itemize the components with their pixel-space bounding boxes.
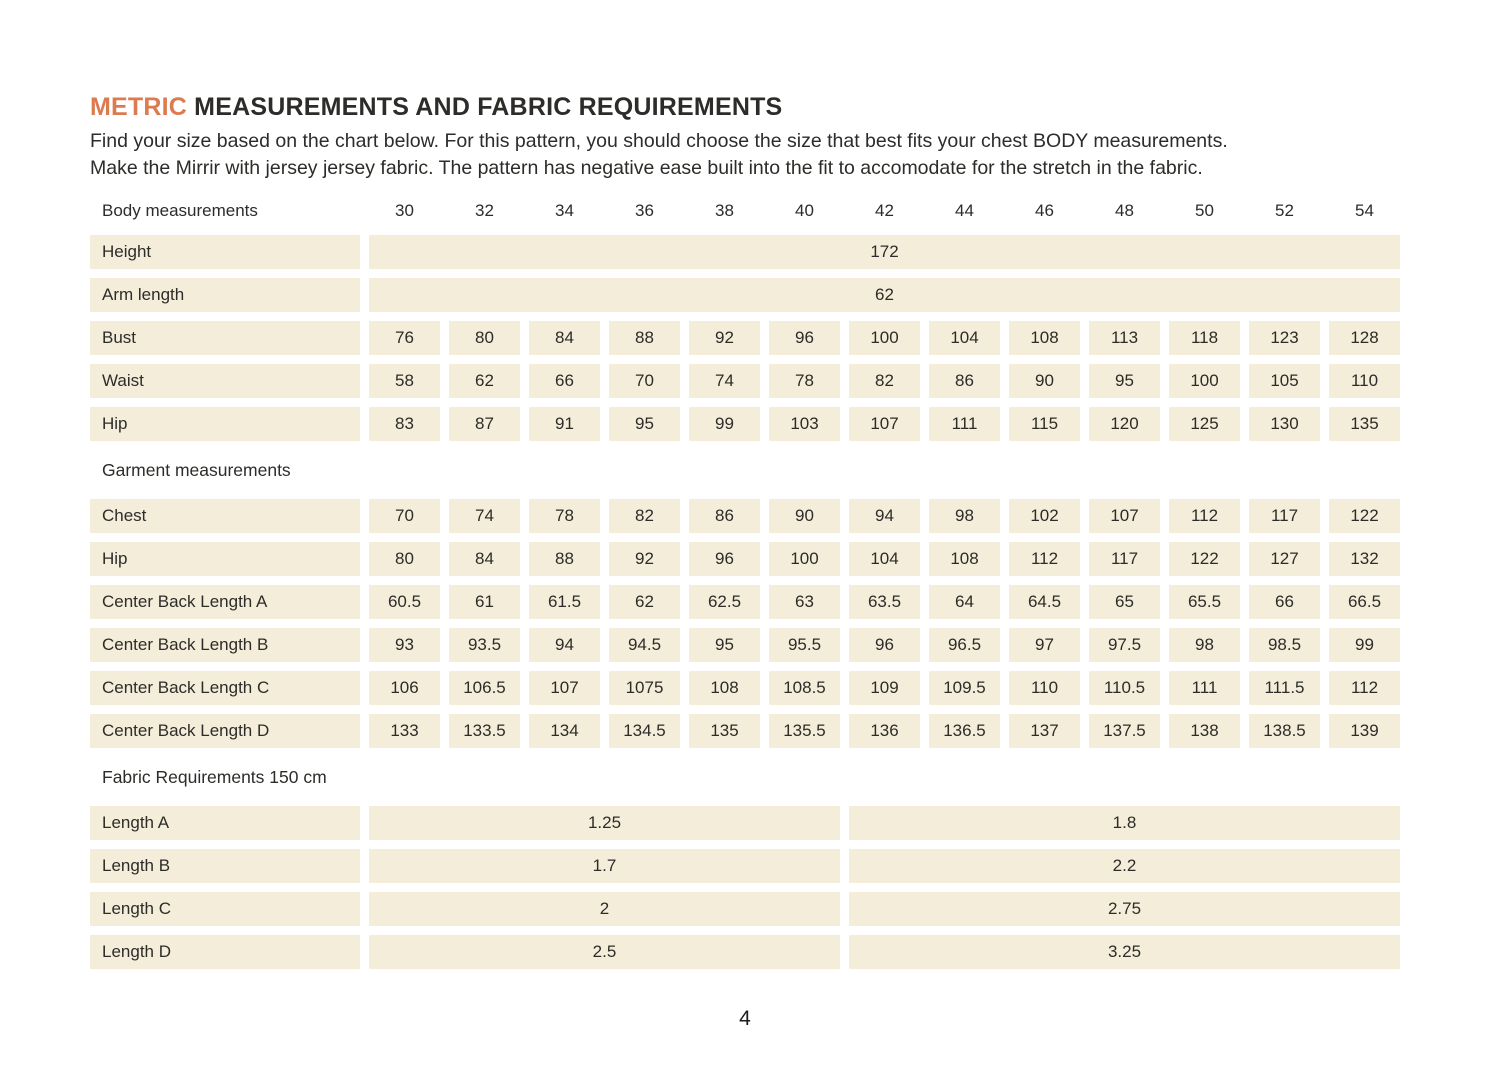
value-cell: 66.5 [1329,585,1400,619]
value-cell: 88 [529,542,600,576]
value-cell: 117 [1089,542,1160,576]
intro-line-1: Find your size based on the chart below. For this pattern, you should choose the size that best fits your chest BODY measurements. [90,130,1228,152]
page-title-rest: MEASUREMENTS AND FABRIC REQUIREMENTS [187,93,783,121]
row-label: Length D [90,935,360,969]
row-label: Waist [90,364,360,398]
value-cell: 138.5 [1249,714,1320,748]
value-cell: 66 [529,364,600,398]
value-cell: 135 [689,714,760,748]
value-cell: 97.5 [1089,628,1160,662]
page-title [90,93,1500,121]
merged-value-cell: 62 [369,278,1400,312]
value-cell: 92 [689,321,760,355]
value-cell: 109 [849,671,920,705]
value-cell: 111 [929,407,1000,441]
intro-line-2: Make the Mirrir with jersey jersey fabric. The pattern has negative ease built into the fit to accomodate for the stretch in the fabric. [90,157,1203,179]
split-value-cell-left: 2.5 [369,935,840,969]
value-cell: 84 [449,542,520,576]
value-cell: 127 [1249,542,1320,576]
value-cell: 95 [1089,364,1160,398]
value-cell: 112 [1009,542,1080,576]
value-cell: 100 [1169,364,1240,398]
value-cell: 80 [369,542,440,576]
value-cell: 104 [849,542,920,576]
value-cell: 93 [369,628,440,662]
value-cell: 107 [529,671,600,705]
merged-value-cell: 172 [369,235,1400,269]
value-cell: 120 [1089,407,1160,441]
size-column-header: 54 [1355,201,1374,220]
value-cell: 108 [929,542,1000,576]
value-cell: 110 [1009,671,1080,705]
split-value-cell-right: 3.25 [849,935,1400,969]
value-cell: 65 [1089,585,1160,619]
value-cell: 118 [1169,321,1240,355]
table-header-label: Body measurements [102,201,258,220]
value-cell: 94.5 [609,628,680,662]
value-cell: 99 [689,407,760,441]
value-cell: 115 [1009,407,1080,441]
value-cell: 135.5 [769,714,840,748]
value-cell: 62.5 [689,585,760,619]
value-cell: 88 [609,321,680,355]
size-column-header: 50 [1195,201,1214,220]
value-cell: 74 [689,364,760,398]
value-cell: 136 [849,714,920,748]
size-column-header: 30 [395,201,414,220]
value-cell: 123 [1249,321,1320,355]
value-cell: 125 [1169,407,1240,441]
value-cell: 112 [1169,499,1240,533]
value-cell: 110.5 [1089,671,1160,705]
value-cell: 94 [529,628,600,662]
value-cell: 100 [849,321,920,355]
value-cell: 78 [529,499,600,533]
intro-paragraph [90,128,1500,182]
value-cell: 66 [1249,585,1320,619]
value-cell: 90 [1009,364,1080,398]
value-cell: 107 [849,407,920,441]
value-cell: 132 [1329,542,1400,576]
value-cell: 70 [609,364,680,398]
row-label: Length A [90,806,360,840]
split-value-cell-left: 2 [369,892,840,926]
value-cell: 62 [609,585,680,619]
size-column-header: 48 [1115,201,1134,220]
split-value-cell-right: 1.8 [849,806,1400,840]
value-cell: 138 [1169,714,1240,748]
value-cell: 97 [1009,628,1080,662]
value-cell: 122 [1329,499,1400,533]
value-cell: 122 [1169,542,1240,576]
value-cell: 61.5 [529,585,600,619]
value-cell: 102 [1009,499,1080,533]
value-cell: 93.5 [449,628,520,662]
value-cell: 106 [369,671,440,705]
value-cell: 98 [1169,628,1240,662]
row-label: Arm length [90,278,360,312]
value-cell: 108 [1009,321,1080,355]
value-cell: 113 [1089,321,1160,355]
page-number: 4 [739,1007,751,1030]
value-cell: 136.5 [929,714,1000,748]
value-cell: 111 [1169,671,1240,705]
value-cell: 134.5 [609,714,680,748]
value-cell: 106.5 [449,671,520,705]
value-cell: 58 [369,364,440,398]
value-cell: 100 [769,542,840,576]
split-value-cell-left: 1.7 [369,849,840,883]
value-cell: 76 [369,321,440,355]
value-cell: 80 [449,321,520,355]
value-cell: 95 [609,407,680,441]
size-column-header: 40 [795,201,814,220]
size-column-header: 46 [1035,201,1054,220]
size-column-header: 34 [555,201,574,220]
size-column-header: 32 [475,201,494,220]
value-cell: 96.5 [929,628,1000,662]
value-cell: 63.5 [849,585,920,619]
value-cell: 107 [1089,499,1160,533]
section-heading: Fabric Requirements 150 cm [102,766,327,787]
value-cell: 133.5 [449,714,520,748]
size-column-header: 42 [875,201,894,220]
value-cell: 82 [609,499,680,533]
size-column-header: 38 [715,201,734,220]
value-cell: 130 [1249,407,1320,441]
value-cell: 65.5 [1169,585,1240,619]
value-cell: 96 [769,321,840,355]
row-label: Chest [90,499,360,533]
value-cell: 98 [929,499,1000,533]
value-cell: 95 [689,628,760,662]
value-cell: 60.5 [369,585,440,619]
value-cell: 95.5 [769,628,840,662]
row-label: Hip [90,407,360,441]
value-cell: 103 [769,407,840,441]
page-title-highlight: METRIC [90,93,188,121]
value-cell: 135 [1329,407,1400,441]
value-cell: 78 [769,364,840,398]
value-cell: 86 [689,499,760,533]
value-cell: 112 [1329,671,1400,705]
value-cell: 137.5 [1089,714,1160,748]
measurement-table [90,196,1400,969]
value-cell: 63 [769,585,840,619]
value-cell: 99 [1329,628,1400,662]
row-label: Center Back Length D [90,714,360,748]
split-value-cell-right: 2.2 [849,849,1400,883]
value-cell: 104 [929,321,1000,355]
value-cell: 139 [1329,714,1400,748]
value-cell: 70 [369,499,440,533]
value-cell: 105 [1249,364,1320,398]
value-cell: 64.5 [1009,585,1080,619]
row-label: Center Back Length A [90,585,360,619]
value-cell: 74 [449,499,520,533]
split-value-cell-right: 2.75 [849,892,1400,926]
value-cell: 137 [1009,714,1080,748]
row-label: Hip [90,542,360,576]
value-cell: 64 [929,585,1000,619]
value-cell: 84 [529,321,600,355]
value-cell: 111.5 [1249,671,1320,705]
row-label: Bust [90,321,360,355]
value-cell: 109.5 [929,671,1000,705]
value-cell: 108 [689,671,760,705]
value-cell: 92 [609,542,680,576]
value-cell: 86 [929,364,1000,398]
value-cell: 134 [529,714,600,748]
row-label: Length B [90,849,360,883]
row-label: Center Back Length C [90,671,360,705]
size-column-header: 52 [1275,201,1294,220]
row-label: Center Back Length B [90,628,360,662]
value-cell: 98.5 [1249,628,1320,662]
value-cell: 117 [1249,499,1320,533]
split-value-cell-left: 1.25 [369,806,840,840]
value-cell: 133 [369,714,440,748]
value-cell: 91 [529,407,600,441]
value-cell: 62 [449,364,520,398]
value-cell: 61 [449,585,520,619]
value-cell: 128 [1329,321,1400,355]
size-column-header: 36 [635,201,654,220]
value-cell: 90 [769,499,840,533]
value-cell: 83 [369,407,440,441]
value-cell: 94 [849,499,920,533]
value-cell: 87 [449,407,520,441]
value-cell: 96 [849,628,920,662]
section-heading: Garment measurements [102,459,291,480]
row-label: Length C [90,892,360,926]
value-cell: 96 [689,542,760,576]
value-cell: 110 [1329,364,1400,398]
value-cell: 82 [849,364,920,398]
value-cell: 1075 [609,671,680,705]
value-cell: 108.5 [769,671,840,705]
row-label: Height [90,235,360,269]
size-column-header: 44 [955,201,974,220]
